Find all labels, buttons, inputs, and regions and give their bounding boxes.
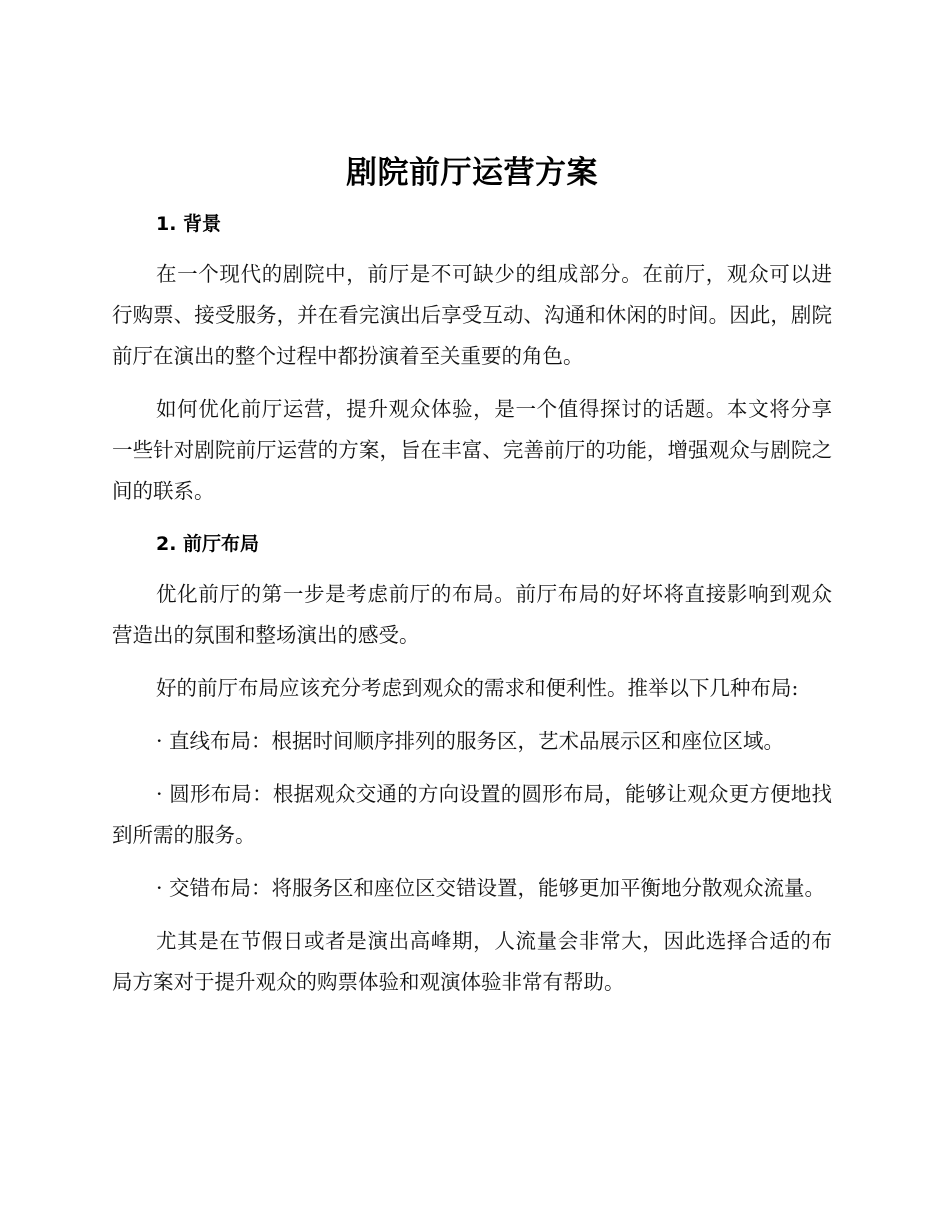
spacer <box>112 856 832 868</box>
spacer <box>112 564 832 574</box>
spacer <box>112 762 832 774</box>
bullet-item-circular-layout: · 圆形布局：根据观众交通的方向设置的圆形布局，能够让观众更方便地找到所需的服务。 <box>112 782 832 847</box>
spacer <box>112 377 832 389</box>
spacer <box>112 909 832 921</box>
paragraph: 优化前厅的第一步是考虑前厅的布局。前厅布局的好坏将直接影响到观众营造出的氛围和整场演出的感受。 <box>112 582 832 647</box>
paragraph: 尤其是在节假日或者是演出高峰期，人流量会非常大，因此选择合适的布局方案对于提升观众的购票体验和观演体验非常有帮助。 <box>112 929 832 994</box>
spacer <box>112 512 832 524</box>
bullet-item-staggered-layout: · 交错布局：将服务区和座位区交错设置，能够更加平衡地分散观众流量。 <box>156 876 826 900</box>
spacer <box>112 196 832 204</box>
spacer <box>112 709 832 721</box>
paragraph: 在一个现代的剧院中，前厅是不可缺少的组成部分。在前厅，观众可以进行购票、接受服务，并在看完演出后享受互动、沟通和休闲的时间。因此，剧院前厅在演出的整个过程中都扮演着至关重要的角色。 <box>112 262 832 368</box>
document-title: 剧院前厅运营方案 <box>346 155 598 191</box>
paragraph: 如何优化前厅运营，提升观众体验，是一个值得探讨的话题。本文将分享一些针对剧院前厅运营的方案，旨在丰富、完善前厅的功能，增强观众与剧院之间的联系。 <box>112 397 832 503</box>
spacer <box>112 656 832 668</box>
document-page <box>112 150 832 1003</box>
bullet-item-linear-layout: · 直线布局：根据时间顺序排列的服务区，艺术品展示区和座位区域。 <box>156 729 785 753</box>
section-heading-lobby-layout: 2. 前厅布局 <box>156 533 260 555</box>
section-heading-background: 1. 背景 <box>156 213 222 235</box>
spacer <box>112 244 832 254</box>
paragraph: 好的前厅布局应该充分考虑到观众的需求和便利性。推举以下几种布局: <box>156 676 799 700</box>
